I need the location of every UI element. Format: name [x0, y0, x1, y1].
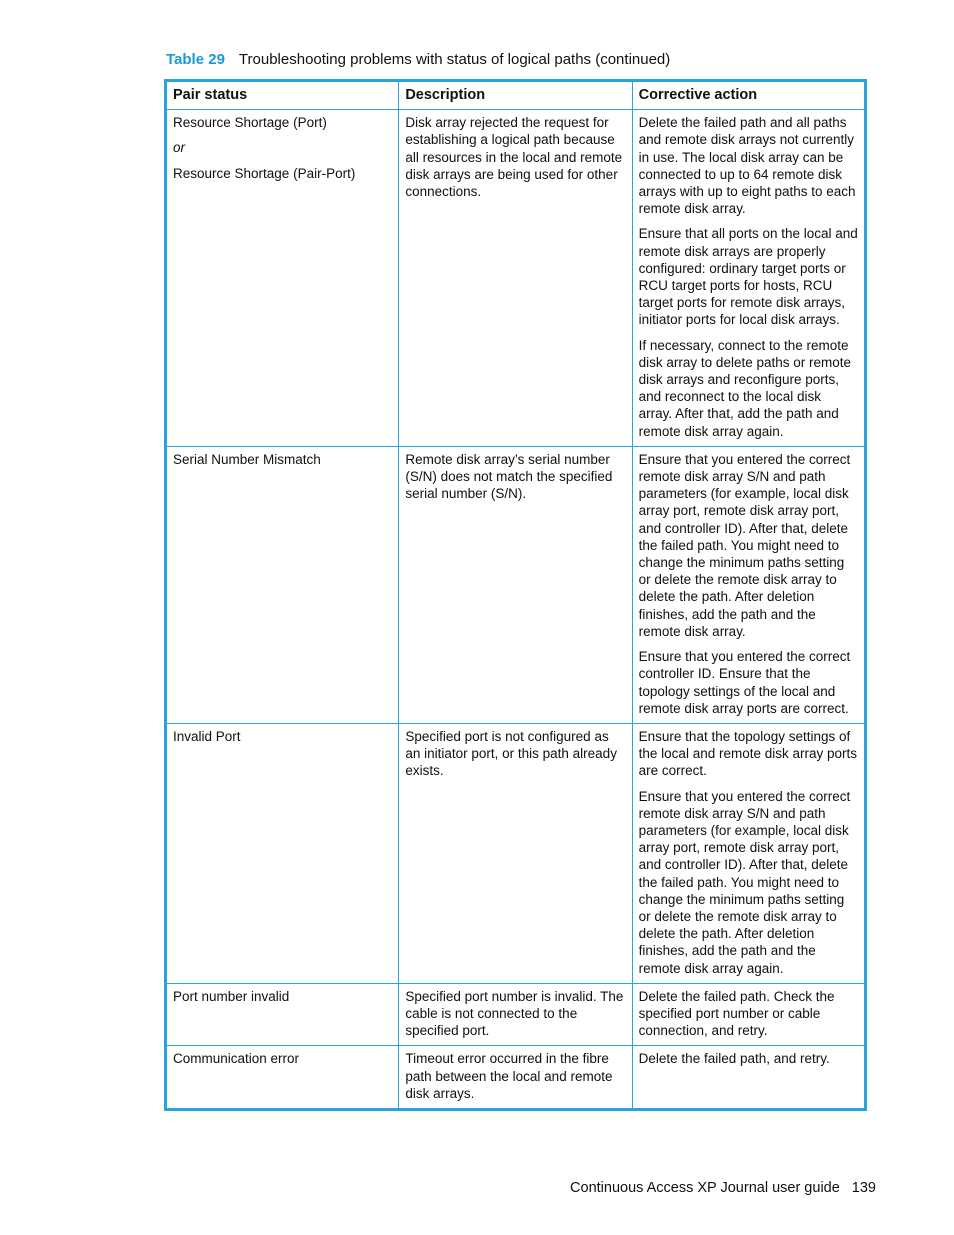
page-number: 139	[851, 1180, 876, 1196]
pair-status: Port number invalid	[173, 988, 290, 1004]
description-cell	[399, 446, 632, 723]
action-paragraph: Delete the failed path and all paths and remote disk arrays not currently in use. The local disk array can be connected to up to 64 remote disk arrays with up to eight paths to each remote disk array.	[638, 115, 856, 217]
corrective-action-cell	[632, 723, 865, 983]
pair-status-cell	[166, 983, 399, 1046]
table-header-row	[166, 81, 866, 110]
pair-status: Resource Shortage (Port)	[173, 115, 327, 131]
table-title: Troubleshooting problems with status of logical paths (continued)	[238, 51, 671, 68]
action-paragraph: Delete the failed path. Check the specified port number or cable connection, and retry.	[638, 988, 835, 1039]
description-cell	[399, 110, 632, 447]
action-paragraph: Ensure that you entered the correct controller ID. Ensure that the topology settings of the local and remote disk array ports are correct.	[638, 649, 851, 716]
pair-status-cell	[166, 723, 399, 983]
action-paragraph: Delete the failed path, and retry.	[638, 1051, 830, 1067]
description-cell	[399, 983, 632, 1046]
pair-status-cell	[166, 1046, 399, 1110]
troubleshooting-table	[164, 79, 867, 1111]
page-footer	[570, 1180, 876, 1196]
description-cell	[399, 1046, 632, 1110]
corrective-action-cell	[632, 1046, 865, 1110]
or-text: or	[173, 140, 186, 156]
header-corrective-action: Corrective action	[632, 81, 865, 110]
description-text: Remote disk array’s serial number (S/N) does not match the specified serial number (S/N).	[405, 451, 613, 502]
header-description: Description	[399, 81, 632, 110]
table-row	[166, 1046, 866, 1110]
pair-status: Communication error	[173, 1051, 300, 1067]
corrective-action-cell	[632, 110, 865, 447]
pair-status: Resource Shortage (Pair-Port)	[173, 165, 356, 181]
table-caption	[166, 51, 670, 68]
action-paragraph: Ensure that you entered the correct remote disk array S/N and path parameters (for example, local disk array port, remote disk array port, and controller ID). After that, delete the failed path. You might need to change the minimum paths setting or delete the remote disk array to delete the path. After deletion finishes, add the path and the remote disk array again.	[638, 788, 851, 976]
table-row	[166, 983, 866, 1046]
action-paragraph: Ensure that all ports on the local and remote disk arrays are properly configured: ordinary target ports or RCU target ports for hosts, RCU target ports for remote disk arrays, initiator ports for local disk arrays.	[638, 226, 858, 328]
table-number: Table 29	[166, 51, 225, 68]
description-text: Specified port number is invalid. The cable is not connected to the specified port.	[405, 988, 624, 1039]
header-pair-status: Pair status	[166, 81, 399, 110]
footer-guide-title: Continuous Access XP Journal user guide	[570, 1180, 840, 1196]
corrective-action-cell	[632, 446, 865, 723]
description-cell	[399, 723, 632, 983]
description-text: Timeout error occurred in the fibre path between the local and remote disk arrays.	[405, 1051, 613, 1101]
pair-status-cell	[166, 110, 399, 447]
description-text: Specified port is not configured as an initiator port, or this path already exists.	[405, 728, 617, 779]
table-row	[166, 110, 866, 447]
table-row	[166, 446, 866, 723]
table-row	[166, 723, 866, 983]
action-paragraph: Ensure that you entered the correct remote disk array S/N and path parameters (for example, local disk array port, remote disk array port, and controller ID). After that, delete the failed path. You might need to change the minimum paths setting or delete the remote disk array to delete the path. After deletion finishes, add the path and the remote disk array.	[638, 451, 851, 639]
action-paragraph: If necessary, connect to the remote disk array to delete paths or remote disk arrays and reconfigure ports, and reconnect to the local disk array. After that, add the path and remote disk array again.	[638, 337, 852, 439]
pair-status-cell	[166, 446, 399, 723]
corrective-action-cell	[632, 983, 865, 1046]
description-text: Disk array rejected the request for establishing a logical path because all resources in the local and remote disk arrays are being used for other connections.	[405, 115, 623, 200]
pair-status: Serial Number Mismatch	[173, 451, 321, 467]
pair-status: Invalid Port	[173, 728, 241, 744]
action-paragraph: Ensure that the topology settings of the local and remote disk array ports are correct.	[638, 728, 858, 779]
